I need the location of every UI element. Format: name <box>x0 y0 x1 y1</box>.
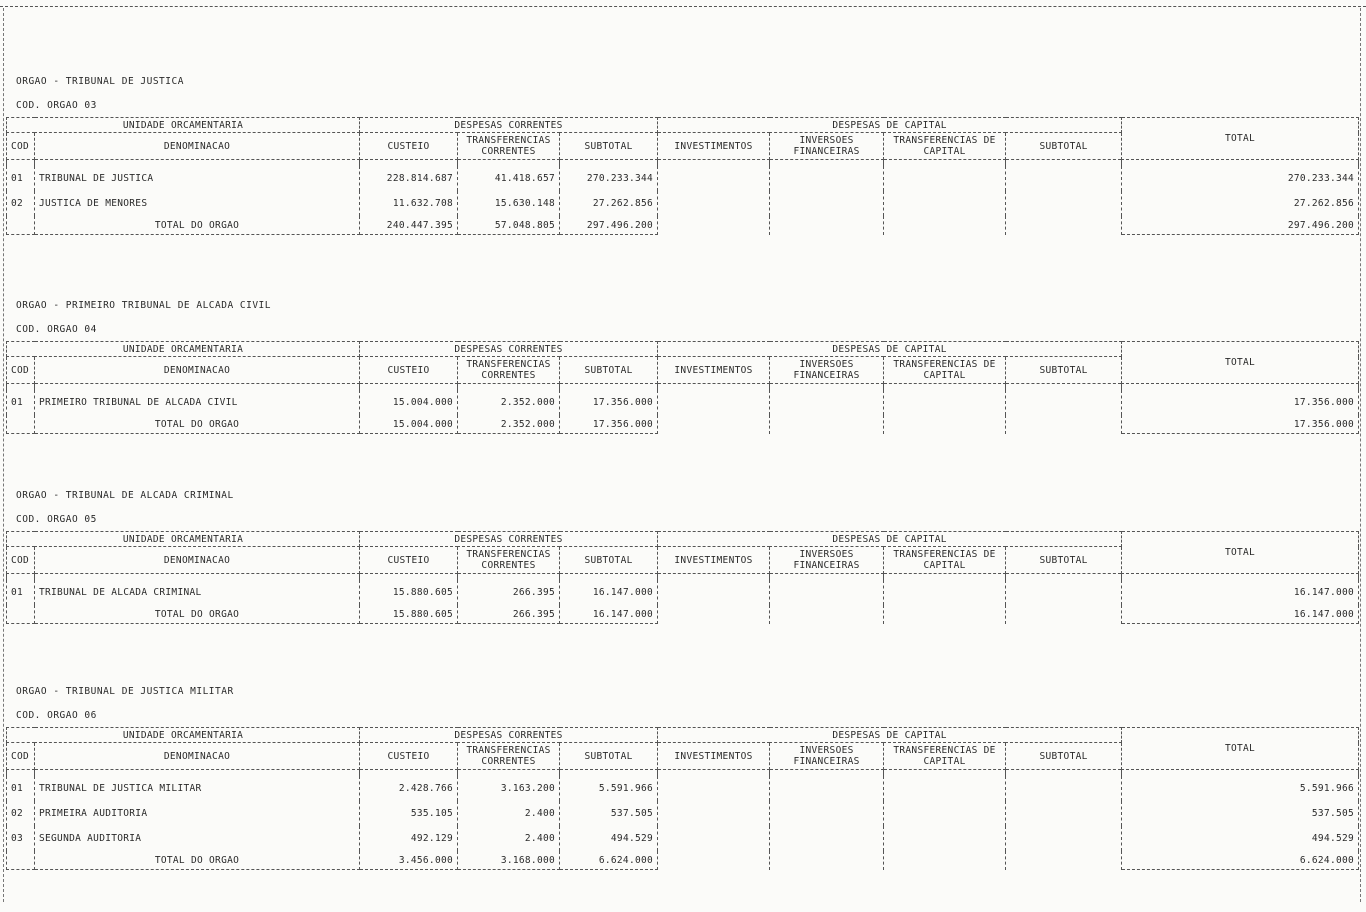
subtotal-cell: 494.529 <box>560 826 658 851</box>
header-inversoes: INVERSOES FINANCEIRAS <box>770 133 884 160</box>
orgao-table <box>6 341 1359 434</box>
total-row <box>7 415 1359 434</box>
header-cod: COD <box>7 743 35 770</box>
subtotal-capital-cell <box>1006 216 1122 235</box>
orgao-code: COD. ORGAO 04 <box>16 324 97 335</box>
header-unidade: UNIDADE ORCAMENTARIA <box>7 118 360 133</box>
header-row-groups <box>7 118 1359 133</box>
header-cod: COD <box>7 547 35 574</box>
subtotal-capital-cell <box>1006 166 1122 191</box>
cod-cell <box>7 605 35 624</box>
header-denominacao: DENOMINACAO <box>35 133 360 160</box>
cod-cell <box>7 851 35 870</box>
subtotal-cell: 17.356.000 <box>560 390 658 415</box>
header-despesas-capital: DESPESAS DE CAPITAL <box>658 728 1122 743</box>
subtotal-capital-cell <box>1006 580 1122 605</box>
subtotal-capital-cell <box>1006 776 1122 801</box>
transferencias-capital-cell <box>884 801 1006 826</box>
header-cod: COD <box>7 357 35 384</box>
total-label: TOTAL DO ORGAO <box>35 851 360 870</box>
transferencias-capital-cell <box>884 851 1006 870</box>
header-unidade: UNIDADE ORCAMENTARIA <box>7 728 360 743</box>
transferencias-correntes-total: 3.168.000 <box>458 851 560 870</box>
transferencias-correntes-cell: 2.352.000 <box>458 390 560 415</box>
header-despesas-capital: DESPESAS DE CAPITAL <box>658 532 1122 547</box>
total-row <box>7 605 1359 624</box>
transferencias-correntes-cell: 266.395 <box>458 580 560 605</box>
total-cell: 537.505 <box>1122 801 1359 826</box>
orgao-table <box>6 727 1359 870</box>
subtotal-cell: 537.505 <box>560 801 658 826</box>
denominacao-cell: TRIBUNAL DE JUSTICA MILITAR <box>35 776 360 801</box>
investimentos-cell <box>658 776 770 801</box>
custeio-total: 15.004.000 <box>360 415 458 434</box>
header-investimentos: INVESTIMENTOS <box>658 743 770 770</box>
grand-total: 17.356.000 <box>1122 415 1359 434</box>
custeio-cell: 15.880.605 <box>360 580 458 605</box>
cod-cell <box>7 216 35 235</box>
header-transferencias-correntes: TRANSFERENCIAS CORRENTES <box>458 743 560 770</box>
subtotal-capital-cell <box>1006 191 1122 216</box>
header-subtotal: SUBTOTAL <box>560 743 658 770</box>
investimentos-cell <box>658 801 770 826</box>
header-transferencias-capital: TRANSFERENCIAS DE CAPITAL <box>884 357 1006 384</box>
total-cell: 270.233.344 <box>1122 166 1359 191</box>
transferencias-capital-cell <box>884 605 1006 624</box>
denominacao-cell: TRIBUNAL DE ALCADA CRIMINAL <box>35 580 360 605</box>
orgao-code: COD. ORGAO 03 <box>16 100 97 111</box>
header-denominacao: DENOMINACAO <box>35 743 360 770</box>
header-subtotal: SUBTOTAL <box>560 133 658 160</box>
orgao-title: ORGAO - TRIBUNAL DE JUSTICA MILITAR <box>16 686 234 697</box>
transferencias-correntes-total: 2.352.000 <box>458 415 560 434</box>
total-row <box>7 216 1359 235</box>
left-margin-rule <box>3 8 4 902</box>
investimentos-cell <box>658 191 770 216</box>
header-subtotal-capital: SUBTOTAL <box>1006 743 1122 770</box>
subtotal-cell: 27.262.856 <box>560 191 658 216</box>
cod-cell: 01 <box>7 580 35 605</box>
header-inversoes: INVERSOES FINANCEIRAS <box>770 357 884 384</box>
cod-cell: 02 <box>7 191 35 216</box>
investimentos-cell <box>658 415 770 434</box>
denominacao-cell: PRIMEIRA AUDITORIA <box>35 801 360 826</box>
transferencias-capital-cell <box>884 580 1006 605</box>
inversoes-cell <box>770 776 884 801</box>
transferencias-correntes-cell: 2.400 <box>458 826 560 851</box>
header-total: TOTAL <box>1122 728 1359 770</box>
subtotal-capital-cell <box>1006 605 1122 624</box>
header-total: TOTAL <box>1122 118 1359 160</box>
total-cell: 17.356.000 <box>1122 390 1359 415</box>
grand-total: 297.496.200 <box>1122 216 1359 235</box>
total-label: TOTAL DO ORGAO <box>35 415 360 434</box>
custeio-cell: 2.428.766 <box>360 776 458 801</box>
subtotal-capital-cell <box>1006 390 1122 415</box>
grand-total: 6.624.000 <box>1122 851 1359 870</box>
header-custeio: CUSTEIO <box>360 357 458 384</box>
transferencias-correntes-total: 266.395 <box>458 605 560 624</box>
custeio-total: 15.880.605 <box>360 605 458 624</box>
transferencias-capital-cell <box>884 390 1006 415</box>
inversoes-cell <box>770 166 884 191</box>
subtotal-total: 16.147.000 <box>560 605 658 624</box>
right-margin-rule <box>1360 8 1361 902</box>
header-investimentos: INVESTIMENTOS <box>658 547 770 574</box>
investimentos-cell <box>658 851 770 870</box>
total-cell: 16.147.000 <box>1122 580 1359 605</box>
table-row <box>7 776 1359 801</box>
header-investimentos: INVESTIMENTOS <box>658 133 770 160</box>
header-transferencias-correntes: TRANSFERENCIAS CORRENTES <box>458 133 560 160</box>
transferencias-capital-cell <box>884 166 1006 191</box>
header-despesas-correntes: DESPESAS CORRENTES <box>360 118 658 133</box>
header-custeio: CUSTEIO <box>360 547 458 574</box>
investimentos-cell <box>658 826 770 851</box>
inversoes-cell <box>770 580 884 605</box>
custeio-cell: 11.632.708 <box>360 191 458 216</box>
header-despesas-correntes: DESPESAS CORRENTES <box>360 342 658 357</box>
inversoes-cell <box>770 415 884 434</box>
header-despesas-correntes: DESPESAS CORRENTES <box>360 532 658 547</box>
top-rule <box>0 6 1366 7</box>
orgao-table <box>6 531 1359 624</box>
subtotal-total: 297.496.200 <box>560 216 658 235</box>
table-row <box>7 801 1359 826</box>
denominacao-cell: PRIMEIRO TRIBUNAL DE ALCADA CIVIL <box>35 390 360 415</box>
header-denominacao: DENOMINACAO <box>35 547 360 574</box>
orgao-code: COD. ORGAO 05 <box>16 514 97 525</box>
subtotal-total: 17.356.000 <box>560 415 658 434</box>
table-row <box>7 826 1359 851</box>
transferencias-correntes-cell: 3.163.200 <box>458 776 560 801</box>
subtotal-capital-cell <box>1006 851 1122 870</box>
header-investimentos: INVESTIMENTOS <box>658 357 770 384</box>
header-row-groups <box>7 532 1359 547</box>
header-despesas-capital: DESPESAS DE CAPITAL <box>658 342 1122 357</box>
denominacao-cell: TRIBUNAL DE JUSTICA <box>35 166 360 191</box>
orgao-title: ORGAO - TRIBUNAL DE ALCADA CRIMINAL <box>16 490 234 501</box>
denominacao-cell: SEGUNDA AUDITORIA <box>35 826 360 851</box>
header-despesas-capital: DESPESAS DE CAPITAL <box>658 118 1122 133</box>
header-unidade: UNIDADE ORCAMENTARIA <box>7 532 360 547</box>
header-custeio: CUSTEIO <box>360 133 458 160</box>
cod-cell: 01 <box>7 776 35 801</box>
total-cell: 494.529 <box>1122 826 1359 851</box>
transferencias-capital-cell <box>884 191 1006 216</box>
custeio-cell: 228.814.687 <box>360 166 458 191</box>
header-transferencias-capital: TRANSFERENCIAS DE CAPITAL <box>884 133 1006 160</box>
cod-cell: 01 <box>7 390 35 415</box>
total-label: TOTAL DO ORGAO <box>35 605 360 624</box>
header-subtotal-capital: SUBTOTAL <box>1006 357 1122 384</box>
header-transferencias-correntes: TRANSFERENCIAS CORRENTES <box>458 547 560 574</box>
total-cell: 5.591.966 <box>1122 776 1359 801</box>
orgao-table <box>6 117 1359 235</box>
transferencias-capital-cell <box>884 415 1006 434</box>
subtotal-capital-cell <box>1006 826 1122 851</box>
cod-cell: 02 <box>7 801 35 826</box>
header-transferencias-capital: TRANSFERENCIAS DE CAPITAL <box>884 547 1006 574</box>
total-label: TOTAL DO ORGAO <box>35 216 360 235</box>
transferencias-capital-cell <box>884 776 1006 801</box>
investimentos-cell <box>658 390 770 415</box>
orgao-title: ORGAO - PRIMEIRO TRIBUNAL DE ALCADA CIVIL <box>16 300 271 311</box>
header-cod: COD <box>7 133 35 160</box>
header-denominacao: DENOMINACAO <box>35 357 360 384</box>
subtotal-capital-cell <box>1006 801 1122 826</box>
inversoes-cell <box>770 826 884 851</box>
custeio-total: 3.456.000 <box>360 851 458 870</box>
header-transferencias-correntes: TRANSFERENCIAS CORRENTES <box>458 357 560 384</box>
cod-cell: 03 <box>7 826 35 851</box>
cod-cell <box>7 415 35 434</box>
table-row <box>7 390 1359 415</box>
transferencias-correntes-cell: 15.630.148 <box>458 191 560 216</box>
denominacao-cell: JUSTICA DE MENORES <box>35 191 360 216</box>
total-row <box>7 851 1359 870</box>
table-row <box>7 166 1359 191</box>
header-subtotal-capital: SUBTOTAL <box>1006 547 1122 574</box>
subtotal-cell: 16.147.000 <box>560 580 658 605</box>
header-inversoes: INVERSOES FINANCEIRAS <box>770 743 884 770</box>
transferencias-capital-cell <box>884 216 1006 235</box>
header-total: TOTAL <box>1122 532 1359 574</box>
inversoes-cell <box>770 851 884 870</box>
inversoes-cell <box>770 390 884 415</box>
table-row <box>7 580 1359 605</box>
custeio-cell: 15.004.000 <box>360 390 458 415</box>
custeio-cell: 535.105 <box>360 801 458 826</box>
inversoes-cell <box>770 216 884 235</box>
header-subtotal: SUBTOTAL <box>560 357 658 384</box>
transferencias-correntes-cell: 2.400 <box>458 801 560 826</box>
investimentos-cell <box>658 580 770 605</box>
inversoes-cell <box>770 801 884 826</box>
custeio-total: 240.447.395 <box>360 216 458 235</box>
subtotal-cell: 270.233.344 <box>560 166 658 191</box>
inversoes-cell <box>770 605 884 624</box>
transferencias-correntes-total: 57.048.805 <box>458 216 560 235</box>
header-custeio: CUSTEIO <box>360 743 458 770</box>
header-unidade: UNIDADE ORCAMENTARIA <box>7 342 360 357</box>
transferencias-correntes-cell: 41.418.657 <box>458 166 560 191</box>
header-total: TOTAL <box>1122 342 1359 384</box>
subtotal-capital-cell <box>1006 415 1122 434</box>
transferencias-capital-cell <box>884 826 1006 851</box>
header-transferencias-capital: TRANSFERENCIAS DE CAPITAL <box>884 743 1006 770</box>
subtotal-total: 6.624.000 <box>560 851 658 870</box>
total-cell: 27.262.856 <box>1122 191 1359 216</box>
orgao-title: ORGAO - TRIBUNAL DE JUSTICA <box>16 76 184 87</box>
custeio-cell: 492.129 <box>360 826 458 851</box>
header-row-groups <box>7 342 1359 357</box>
header-despesas-correntes: DESPESAS CORRENTES <box>360 728 658 743</box>
investimentos-cell <box>658 605 770 624</box>
grand-total: 16.147.000 <box>1122 605 1359 624</box>
inversoes-cell <box>770 191 884 216</box>
header-subtotal-capital: SUBTOTAL <box>1006 133 1122 160</box>
orgao-code: COD. ORGAO 06 <box>16 710 97 721</box>
cod-cell: 01 <box>7 166 35 191</box>
header-subtotal: SUBTOTAL <box>560 547 658 574</box>
header-row-groups <box>7 728 1359 743</box>
table-row <box>7 191 1359 216</box>
header-inversoes: INVERSOES FINANCEIRAS <box>770 547 884 574</box>
investimentos-cell <box>658 216 770 235</box>
subtotal-cell: 5.591.966 <box>560 776 658 801</box>
investimentos-cell <box>658 166 770 191</box>
